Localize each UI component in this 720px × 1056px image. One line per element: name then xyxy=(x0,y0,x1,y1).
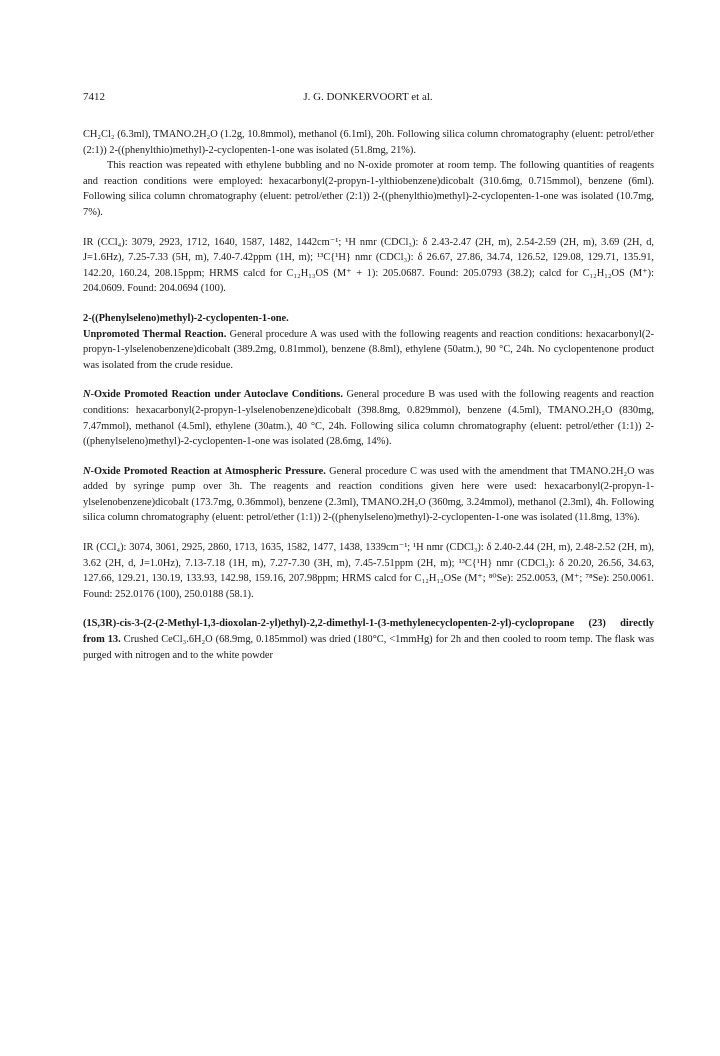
paragraph xyxy=(83,327,654,374)
paragraph xyxy=(83,616,654,663)
ir-nmr-data: IR (CCl₄): 3074, 3061, 2925, 2860, 1713, 1635, 1582, 1477, 1438, 1339cm⁻¹; ¹H nmr (CDCl₃): δ 2.40-2.44 (2H, m), 2.48-2.52 (2H, m), 3.62 (2H, d, J=1.0Hz), 7.13-7.18 (1H, m), 7.27-7.30 (3H, m), 7.45-7.51ppm (2H, m); ¹³C{¹H} nmr (CDCl₃): δ 20.20, 26.56, 34.63, 127.66, 129.21, 130.19, 133.93, 142.98, 159.16, 207.98ppm; HRMS calcd for C₁₂H₁₂OSe (M⁺; ⁸⁰Se): 252.0053, (M⁺; ⁷⁸Se): 250.0061. Found: 252.0176 (100), 250.0188 (58.1). xyxy=(83,542,654,600)
page-number: 7412 xyxy=(83,91,105,103)
section-lead: -Oxide Promoted Reaction under Autoclave Conditions. xyxy=(90,389,343,401)
paragraph xyxy=(83,387,654,449)
section-lead: (1S,3R)-cis-3-(2-(2-Methyl-1,3-dioxolan-2-yl)ethyl)-2,2-dimethyl-1-(3-methylenecyclopenten-2-yl)-cyclopropane (23) directly from 13. xyxy=(83,618,654,646)
section-text: General procedure A was used with the following reagents and reaction conditions: hexacarbonyl(2-propyn-1-ylselenobenzene)dicobalt (389.2mg, 0.81mmol), benzene (8.8ml), ethylene (50atm.), 90 °C, 24h. No cyclopentenone product was isolated from the crude residue. xyxy=(83,328,654,371)
section-text: General procedure B was used with the following reagents and reaction conditions: hexacarbonyl(2-propyn-1-ylselenobenzene)dicobalt (398.8mg, 0.829mmol), benzene (4.5ml), TMANO.2H₂O (830mg, 7.47mmol), methanol (4.5ml), ethylene (30atm.), 40 °C, 24h. Following silica column chromatography (eluent: petrol/ether (1:1)) 2-((phenylseleno)methyl)-2-cyclopenten-1-one was isolated (28.6mg, 14%). xyxy=(83,389,655,448)
article-body xyxy=(83,127,654,663)
section-lead-italic: N xyxy=(83,465,91,477)
section-lead-italic: N xyxy=(83,389,91,401)
section-lead: -Oxide Promoted Reaction at Atmospheric Pressure. xyxy=(90,465,326,477)
compound-heading xyxy=(83,311,654,327)
paragraph: This reaction was repeated with ethylene bubbling and no N-oxide promoter at room temp. The following quantities of reagents and reaction conditions were employed: hexacarbonyl(2-propyn-1-ylthiobenzene)dicobalt (310.6mg, 0.715mmol), benzene (6ml). Following silica column chromatography (eluent: petrol/ether (2:1)) 2-((phenylthio)methyl)-2-cyclopenten-1-one was isolated (10.7mg, 7%). xyxy=(83,160,654,218)
compound-title: 2-((Phenylseleno)methyl)-2-cyclopenten-1-one. xyxy=(83,312,289,324)
section-lead: Unpromoted Thermal Reaction. xyxy=(83,328,227,340)
paragraph: CH₂Cl₂ (6.3ml), TMANO.2H₂O (1.2g, 10.8mmol), methanol (6.1ml), 20h. Following silica column chromatography (eluent: petrol/ether (2:1)) 2-((phenylthio)methyl)-2-cyclopenten-1-one was isolated (51.8mg, 21%). xyxy=(83,129,654,156)
ir-nmr-data: IR (CCl₄): 3079, 2923, 1712, 1640, 1587, 1482, 1442cm⁻¹; ¹H nmr (CDCl₃): δ 2.43-2.47 (2H, m), 2.54-2.59 (2H, m), 3.69 (2H, d, J=1.6Hz), 7.25-7.33 (5H, m), 7.40-7.42ppm (1H, m); ¹³C{¹H} nmr (CDCl₃): δ 26.67, 27.86, 34.74, 126.52, 129.08, 129.71, 135.91, 142.20, 160.24, 208.15ppm; HRMS calcd for C₁₂H₁₃OS (M⁺ + 1): 205.0687. Found: 205.0793 (38.2); calcd for C₁₂H₁₂OS (M⁺): 204.0609. Found: 204.0694 (100). xyxy=(83,236,654,295)
section-text: Crushed CeCl₃.6H₂O (68.9mg, 0.185mmol) was dried (180°C, <1mmHg) for 2h and then cooled to room temp. The flask was purged with nitrogen and to the white powder xyxy=(83,634,654,661)
section-text: General procedure C was used with the amendment that TMANO.2H₂O was added by syringe pump over 3h. The reagents and reaction conditions given here were used: hexacarbonyl(2-propyn-1-ylselenobenzene)dicobalt (173.7mg, 0.36mmol), benzene (2.3ml), TMANO.2H₂O (360mg, 3.24mmol), methanol (2.3ml), 4h. Following silica column chromatography (eluent: petrol/ether (1:1)) 2-((phenylseleno)methyl)-2-cyclopenten-1-one was isolated (11.8mg, 13%). xyxy=(83,465,654,524)
paragraph xyxy=(83,464,654,526)
running-head: J. G. DONKERVOORT et al. xyxy=(303,91,433,103)
